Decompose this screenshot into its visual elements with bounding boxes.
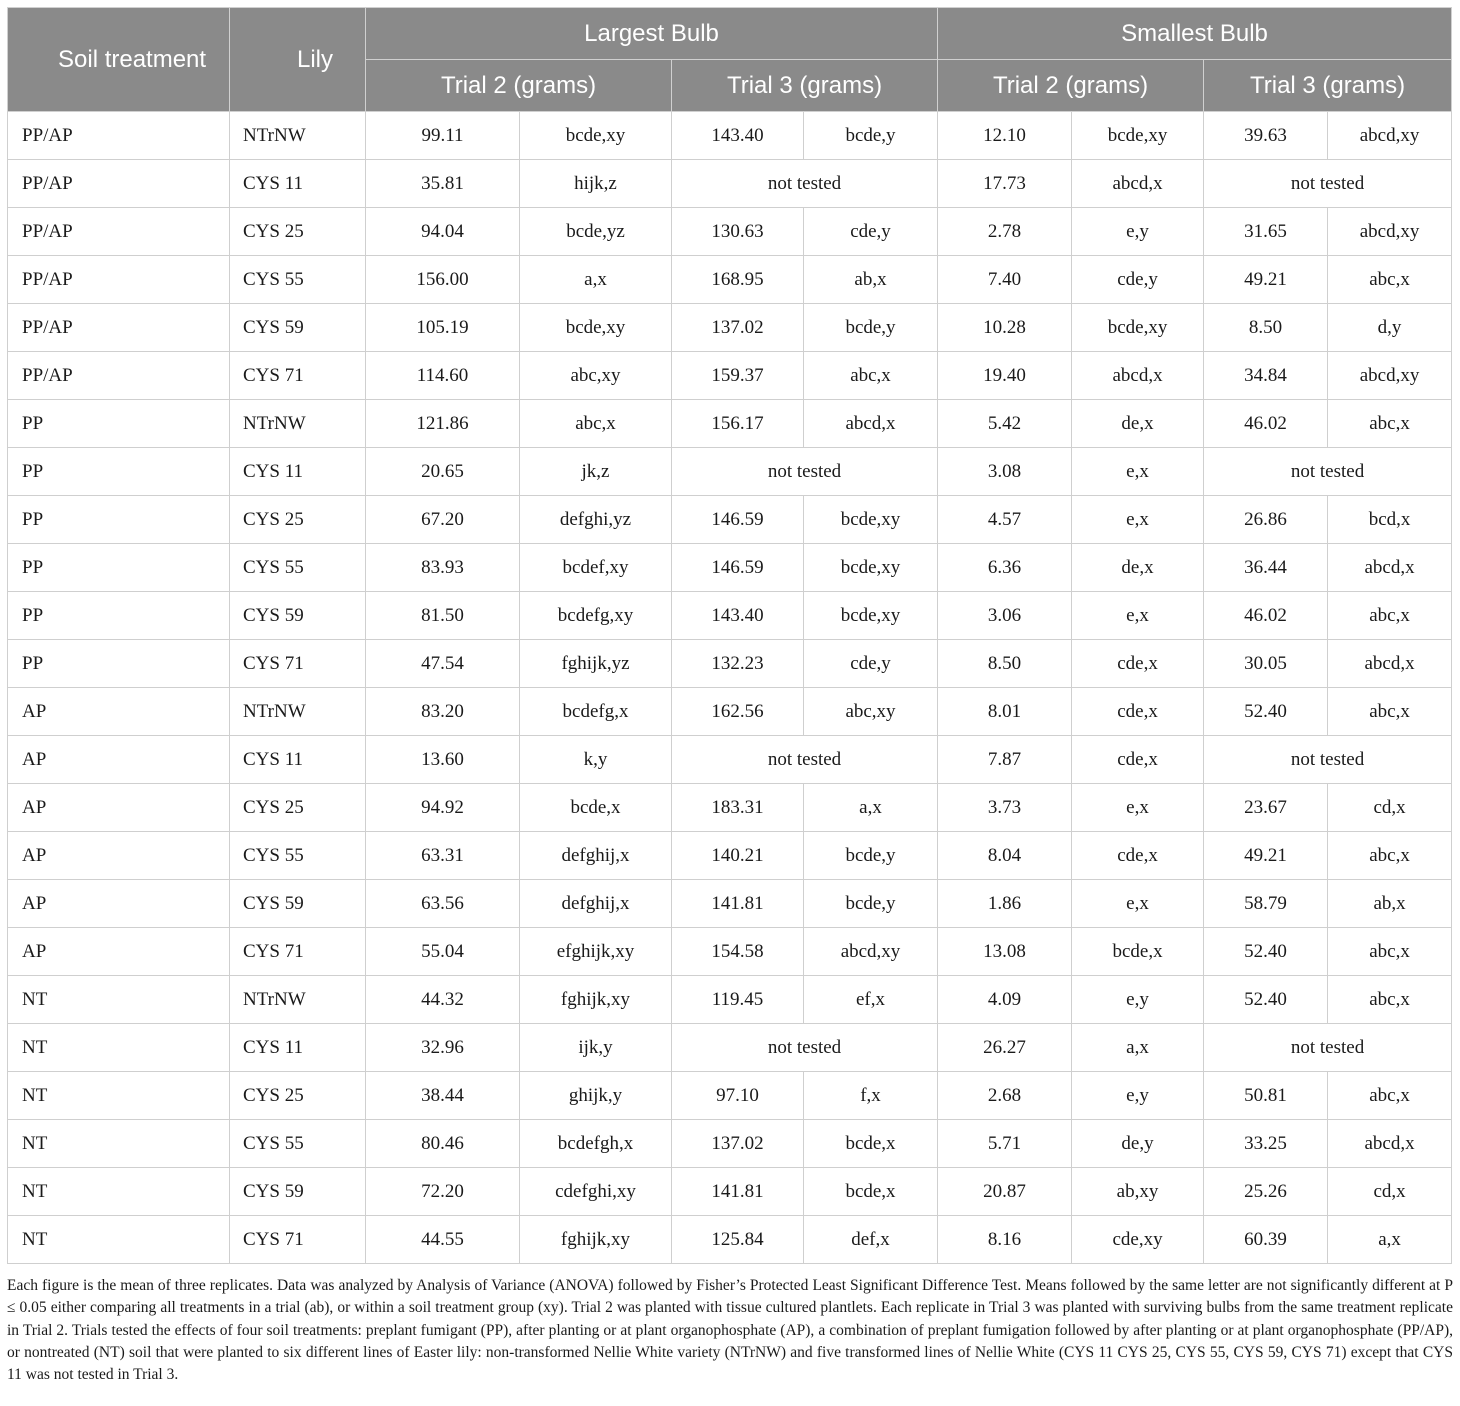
- smallest-trial2-significance: de,x: [1072, 400, 1204, 448]
- largest-trial3-not-tested: not tested: [672, 1024, 938, 1072]
- largest-trial3-significance: bcde,y: [804, 880, 938, 928]
- table-footnote: Each figure is the mean of three replicates. Data was analyzed by Analysis of Variance (ANOVA) followed by Fisher’s Protected Least Significant Difference Test. Means followed by the same letter are not significantly different at P ≤ 0.05 either comparing all treatments in a trial (ab), or within a soil treatment group (xy). Trial 2 was planted with tissue cultured plantlets. Each replicate in Trial 3 was planted with surviving bulbs from the same treatment replicate in Trial 2. Trials tested the effects of four soil treatments: preplant fumigant (PP), after planting or at plant organophosphate (AP), a combination of preplant fumigation followed by after planting or at plant organophosphate (PP/AP), or nontreated (NT) soil that were planted to six different lines of Easter lily: non-transformed Nellie White variety (NTrNW) and five transformed lines of Nellie White (CYS 11 CYS 25, CYS 55, CYS 59, CYS 71) except that CYS 11 was not tested in Trial 3.: [7, 1277, 1453, 1384]
- lily-cell: NTrNW: [230, 112, 366, 160]
- largest-trial2-mean: 156.00: [366, 256, 520, 304]
- lily-cell: CYS 59: [230, 1168, 366, 1216]
- lily-cell: CYS 71: [230, 352, 366, 400]
- table-row: [8, 112, 1452, 160]
- soil-treatment-cell: PP/AP: [8, 352, 230, 400]
- table-row: [8, 400, 1452, 448]
- smallest-trial2-significance: e,x: [1072, 448, 1204, 496]
- largest-trial2-significance: hijk,z: [520, 160, 672, 208]
- largest-trial3-mean: 168.95: [672, 256, 804, 304]
- largest-trial3-significance: cde,y: [804, 208, 938, 256]
- smallest-trial3-mean: 23.67: [1204, 784, 1328, 832]
- largest-trial2-mean: 13.60: [366, 736, 520, 784]
- largest-trial2-significance: fghijk,xy: [520, 976, 672, 1024]
- soil-treatment-cell: NT: [8, 1024, 230, 1072]
- largest-trial2-mean: 63.56: [366, 880, 520, 928]
- smallest-trial2-mean: 4.57: [938, 496, 1072, 544]
- largest-trial2-mean: 94.92: [366, 784, 520, 832]
- largest-trial2-significance: defghij,x: [520, 832, 672, 880]
- smallest-trial2-mean: 4.09: [938, 976, 1072, 1024]
- largest-trial3-significance: cde,y: [804, 640, 938, 688]
- largest-trial3-significance: abc,xy: [804, 688, 938, 736]
- smallest-trial3-mean: 46.02: [1204, 592, 1328, 640]
- largest-trial3-mean: 130.63: [672, 208, 804, 256]
- largest-trial3-significance: abc,x: [804, 352, 938, 400]
- largest-trial3-significance: a,x: [804, 784, 938, 832]
- lily-cell: CYS 11: [230, 160, 366, 208]
- table-row: [8, 208, 1452, 256]
- lily-cell: CYS 59: [230, 880, 366, 928]
- smallest-trial2-mean: 12.10: [938, 112, 1072, 160]
- smallest-trial2-mean: 6.36: [938, 544, 1072, 592]
- lily-cell: CYS 55: [230, 1120, 366, 1168]
- largest-trial3-mean: 141.81: [672, 880, 804, 928]
- smallest-trial3-mean: 36.44: [1204, 544, 1328, 592]
- table-row: [8, 448, 1452, 496]
- largest-trial3-mean: 154.58: [672, 928, 804, 976]
- table-row: [8, 1120, 1452, 1168]
- smallest-trial2-mean: 8.50: [938, 640, 1072, 688]
- smallest-trial2-mean: 8.01: [938, 688, 1072, 736]
- largest-trial2-mean: 105.19: [366, 304, 520, 352]
- lily-cell: CYS 11: [230, 1024, 366, 1072]
- lily-cell: CYS 25: [230, 496, 366, 544]
- largest-trial2-significance: k,y: [520, 736, 672, 784]
- table-row: [8, 976, 1452, 1024]
- smallest-trial3-mean: 33.25: [1204, 1120, 1328, 1168]
- largest-trial2-mean: 32.96: [366, 1024, 520, 1072]
- largest-trial3-mean: 143.40: [672, 112, 804, 160]
- largest-trial2-mean: 44.32: [366, 976, 520, 1024]
- largest-trial3-mean: 119.45: [672, 976, 804, 1024]
- smallest-trial2-significance: bcde,xy: [1072, 304, 1204, 352]
- smallest-trial3-mean: 50.81: [1204, 1072, 1328, 1120]
- smallest-trial3-significance: abc,x: [1328, 400, 1452, 448]
- lily-cell: CYS 25: [230, 1072, 366, 1120]
- smallest-trial3-significance: abc,x: [1328, 688, 1452, 736]
- smallest-trial2-mean: 2.68: [938, 1072, 1072, 1120]
- largest-trial3-significance: ef,x: [804, 976, 938, 1024]
- largest-trial2-significance: abc,x: [520, 400, 672, 448]
- largest-trial3-not-tested: not tested: [672, 448, 938, 496]
- lily-cell: CYS 71: [230, 928, 366, 976]
- smallest-trial2-significance: e,x: [1072, 496, 1204, 544]
- largest-trial2-mean: 80.46: [366, 1120, 520, 1168]
- table-row: [8, 592, 1452, 640]
- largest-trial2-mean: 44.55: [366, 1216, 520, 1264]
- largest-trial2-significance: defghi,yz: [520, 496, 672, 544]
- largest-trial3-mean: 97.10: [672, 1072, 804, 1120]
- soil-treatment-cell: PP: [8, 544, 230, 592]
- largest-trial2-significance: jk,z: [520, 448, 672, 496]
- largest-trial3-significance: abcd,xy: [804, 928, 938, 976]
- largest-trial2-significance: a,x: [520, 256, 672, 304]
- smallest-trial3-mean: 30.05: [1204, 640, 1328, 688]
- table-row: [8, 736, 1452, 784]
- smallest-trial2-significance: cde,xy: [1072, 1216, 1204, 1264]
- soil-treatment-cell: AP: [8, 832, 230, 880]
- largest-trial3-significance: bcde,xy: [804, 592, 938, 640]
- largest-trial3-mean: 183.31: [672, 784, 804, 832]
- smallest-trial3-mean: 52.40: [1204, 928, 1328, 976]
- smallest-trial2-mean: 3.73: [938, 784, 1072, 832]
- header-largest-trial3: Trial 3 (grams): [672, 60, 938, 112]
- smallest-trial3-mean: 34.84: [1204, 352, 1328, 400]
- soil-treatment-cell: PP: [8, 640, 230, 688]
- largest-trial3-significance: bcde,x: [804, 1120, 938, 1168]
- smallest-trial3-mean: 52.40: [1204, 976, 1328, 1024]
- largest-trial3-mean: 156.17: [672, 400, 804, 448]
- smallest-trial2-mean: 7.87: [938, 736, 1072, 784]
- largest-trial3-mean: 146.59: [672, 544, 804, 592]
- smallest-trial3-significance: abc,x: [1328, 928, 1452, 976]
- largest-trial2-mean: 121.86: [366, 400, 520, 448]
- largest-trial3-not-tested: not tested: [672, 736, 938, 784]
- smallest-trial3-significance: abcd,xy: [1328, 112, 1452, 160]
- soil-treatment-cell: PP/AP: [8, 160, 230, 208]
- smallest-trial3-significance: abc,x: [1328, 256, 1452, 304]
- largest-trial3-mean: 143.40: [672, 592, 804, 640]
- soil-treatment-cell: NT: [8, 1120, 230, 1168]
- smallest-trial2-significance: e,x: [1072, 880, 1204, 928]
- table-row: [8, 304, 1452, 352]
- largest-trial3-mean: 141.81: [672, 1168, 804, 1216]
- largest-trial3-significance: bcde,xy: [804, 496, 938, 544]
- smallest-trial2-significance: de,x: [1072, 544, 1204, 592]
- table-row: [8, 880, 1452, 928]
- smallest-trial2-mean: 1.86: [938, 880, 1072, 928]
- smallest-trial3-significance: abc,x: [1328, 592, 1452, 640]
- lily-cell: NTrNW: [230, 400, 366, 448]
- smallest-trial2-significance: e,y: [1072, 208, 1204, 256]
- table-row: [8, 544, 1452, 592]
- smallest-trial2-significance: cde,x: [1072, 688, 1204, 736]
- smallest-trial3-mean: 60.39: [1204, 1216, 1328, 1264]
- smallest-trial3-significance: abcd,x: [1328, 544, 1452, 592]
- table-row: [8, 352, 1452, 400]
- soil-treatment-cell: PP: [8, 400, 230, 448]
- header-smallest-bulb: Smallest Bulb: [938, 8, 1452, 60]
- smallest-trial2-significance: e,x: [1072, 784, 1204, 832]
- soil-treatment-cell: PP: [8, 496, 230, 544]
- header-smallest-trial3: Trial 3 (grams): [1204, 60, 1452, 112]
- smallest-trial3-significance: abcd,x: [1328, 1120, 1452, 1168]
- smallest-trial3-significance: a,x: [1328, 1216, 1452, 1264]
- smallest-trial2-mean: 7.40: [938, 256, 1072, 304]
- smallest-trial3-not-tested: not tested: [1204, 1024, 1452, 1072]
- header-largest-trial2: Trial 2 (grams): [366, 60, 672, 112]
- lily-cell: CYS 71: [230, 1216, 366, 1264]
- largest-trial3-mean: 140.21: [672, 832, 804, 880]
- lily-cell: CYS 59: [230, 592, 366, 640]
- smallest-trial3-significance: d,y: [1328, 304, 1452, 352]
- largest-trial3-significance: bcde,y: [804, 112, 938, 160]
- largest-trial3-mean: 137.02: [672, 304, 804, 352]
- soil-treatment-cell: AP: [8, 688, 230, 736]
- largest-trial3-significance: bcde,x: [804, 1168, 938, 1216]
- smallest-trial3-significance: abcd,x: [1328, 640, 1452, 688]
- smallest-trial3-mean: 8.50: [1204, 304, 1328, 352]
- smallest-trial2-significance: abcd,x: [1072, 160, 1204, 208]
- smallest-trial3-significance: bcd,x: [1328, 496, 1452, 544]
- lily-cell: CYS 55: [230, 256, 366, 304]
- largest-trial2-significance: fghijk,xy: [520, 1216, 672, 1264]
- header-smallest-trial2: Trial 2 (grams): [938, 60, 1204, 112]
- smallest-trial2-mean: 13.08: [938, 928, 1072, 976]
- header-largest-bulb: Largest Bulb: [366, 8, 938, 60]
- lily-cell: CYS 11: [230, 448, 366, 496]
- smallest-trial2-significance: bcde,x: [1072, 928, 1204, 976]
- soil-treatment-cell: NT: [8, 1168, 230, 1216]
- largest-trial2-mean: 35.81: [366, 160, 520, 208]
- smallest-trial2-mean: 19.40: [938, 352, 1072, 400]
- table-row: [8, 1216, 1452, 1264]
- bulb-weight-table: [7, 7, 1452, 1264]
- smallest-trial3-mean: 46.02: [1204, 400, 1328, 448]
- smallest-trial3-not-tested: not tested: [1204, 448, 1452, 496]
- smallest-trial2-mean: 2.78: [938, 208, 1072, 256]
- largest-trial2-significance: bcde,xy: [520, 304, 672, 352]
- largest-trial2-significance: ijk,y: [520, 1024, 672, 1072]
- lily-cell: CYS 71: [230, 640, 366, 688]
- largest-trial3-significance: def,x: [804, 1216, 938, 1264]
- smallest-trial2-mean: 26.27: [938, 1024, 1072, 1072]
- smallest-trial2-significance: de,y: [1072, 1120, 1204, 1168]
- table-row: [8, 256, 1452, 304]
- lily-cell: CYS 55: [230, 832, 366, 880]
- largest-trial2-mean: 114.60: [366, 352, 520, 400]
- soil-treatment-cell: PP/AP: [8, 208, 230, 256]
- smallest-trial3-mean: 39.63: [1204, 112, 1328, 160]
- smallest-trial2-mean: 3.06: [938, 592, 1072, 640]
- smallest-trial2-mean: 10.28: [938, 304, 1072, 352]
- largest-trial3-significance: bcde,xy: [804, 544, 938, 592]
- table-row: [8, 688, 1452, 736]
- table-row: [8, 160, 1452, 208]
- table-row: [8, 1072, 1452, 1120]
- largest-trial2-mean: 63.31: [366, 832, 520, 880]
- largest-trial2-significance: efghijk,xy: [520, 928, 672, 976]
- table-row: [8, 784, 1452, 832]
- smallest-trial2-significance: cde,y: [1072, 256, 1204, 304]
- table-row: [8, 832, 1452, 880]
- smallest-trial3-not-tested: not tested: [1204, 160, 1452, 208]
- soil-treatment-cell: NT: [8, 1072, 230, 1120]
- table-row: [8, 1168, 1452, 1216]
- soil-treatment-cell: AP: [8, 880, 230, 928]
- smallest-trial2-mean: 17.73: [938, 160, 1072, 208]
- smallest-trial2-significance: e,x: [1072, 592, 1204, 640]
- largest-trial3-significance: bcde,y: [804, 304, 938, 352]
- largest-trial2-significance: abc,xy: [520, 352, 672, 400]
- smallest-trial3-mean: 25.26: [1204, 1168, 1328, 1216]
- smallest-trial3-mean: 58.79: [1204, 880, 1328, 928]
- smallest-trial2-mean: 3.08: [938, 448, 1072, 496]
- smallest-trial3-mean: 49.21: [1204, 256, 1328, 304]
- table-row: [8, 928, 1452, 976]
- largest-trial2-significance: bcdefg,xy: [520, 592, 672, 640]
- smallest-trial3-significance: cd,x: [1328, 784, 1452, 832]
- lily-cell: CYS 11: [230, 736, 366, 784]
- soil-treatment-cell: AP: [8, 736, 230, 784]
- largest-trial2-significance: bcdefgh,x: [520, 1120, 672, 1168]
- largest-trial3-mean: 125.84: [672, 1216, 804, 1264]
- largest-trial2-significance: fghijk,yz: [520, 640, 672, 688]
- smallest-trial2-significance: a,x: [1072, 1024, 1204, 1072]
- soil-treatment-cell: NT: [8, 976, 230, 1024]
- smallest-trial2-significance: cde,x: [1072, 832, 1204, 880]
- smallest-trial3-mean: 31.65: [1204, 208, 1328, 256]
- largest-trial2-significance: bcde,x: [520, 784, 672, 832]
- header-lily: Lily: [230, 8, 366, 112]
- soil-treatment-cell: AP: [8, 784, 230, 832]
- smallest-trial2-significance: abcd,x: [1072, 352, 1204, 400]
- largest-trial2-mean: 47.54: [366, 640, 520, 688]
- smallest-trial3-not-tested: not tested: [1204, 736, 1452, 784]
- largest-trial2-mean: 67.20: [366, 496, 520, 544]
- smallest-trial2-mean: 20.87: [938, 1168, 1072, 1216]
- largest-trial2-mean: 72.20: [366, 1168, 520, 1216]
- smallest-trial3-significance: cd,x: [1328, 1168, 1452, 1216]
- smallest-trial3-significance: abcd,xy: [1328, 208, 1452, 256]
- largest-trial2-significance: cdefghi,xy: [520, 1168, 672, 1216]
- lily-cell: CYS 25: [230, 784, 366, 832]
- largest-trial2-significance: bcdefg,x: [520, 688, 672, 736]
- lily-cell: CYS 55: [230, 544, 366, 592]
- largest-trial3-mean: 162.56: [672, 688, 804, 736]
- soil-treatment-cell: PP: [8, 448, 230, 496]
- largest-trial2-mean: 55.04: [366, 928, 520, 976]
- largest-trial2-significance: bcde,yz: [520, 208, 672, 256]
- largest-trial3-mean: 137.02: [672, 1120, 804, 1168]
- smallest-trial3-mean: 52.40: [1204, 688, 1328, 736]
- smallest-trial3-significance: abc,x: [1328, 832, 1452, 880]
- table-row: [8, 640, 1452, 688]
- smallest-trial3-significance: abcd,xy: [1328, 352, 1452, 400]
- smallest-trial2-significance: e,y: [1072, 1072, 1204, 1120]
- table-row: [8, 496, 1452, 544]
- largest-trial3-significance: bcde,y: [804, 832, 938, 880]
- lily-cell: NTrNW: [230, 976, 366, 1024]
- table-body: [8, 112, 1452, 1264]
- largest-trial3-mean: 146.59: [672, 496, 804, 544]
- largest-trial3-significance: f,x: [804, 1072, 938, 1120]
- largest-trial3-significance: abcd,x: [804, 400, 938, 448]
- header-soil-treatment: Soil treatment: [8, 8, 230, 112]
- largest-trial2-mean: 83.20: [366, 688, 520, 736]
- soil-treatment-cell: PP: [8, 592, 230, 640]
- lily-cell: NTrNW: [230, 688, 366, 736]
- soil-treatment-cell: NT: [8, 1216, 230, 1264]
- smallest-trial2-significance: e,y: [1072, 976, 1204, 1024]
- soil-treatment-cell: PP/AP: [8, 112, 230, 160]
- smallest-trial2-mean: 8.16: [938, 1216, 1072, 1264]
- smallest-trial2-mean: 8.04: [938, 832, 1072, 880]
- largest-trial2-mean: 83.93: [366, 544, 520, 592]
- smallest-trial2-significance: ab,xy: [1072, 1168, 1204, 1216]
- largest-trial2-mean: 81.50: [366, 592, 520, 640]
- largest-trial3-not-tested: not tested: [672, 160, 938, 208]
- largest-trial2-significance: defghij,x: [520, 880, 672, 928]
- smallest-trial3-significance: abc,x: [1328, 1072, 1452, 1120]
- largest-trial2-significance: ghijk,y: [520, 1072, 672, 1120]
- lily-cell: CYS 59: [230, 304, 366, 352]
- largest-trial2-significance: bcdef,xy: [520, 544, 672, 592]
- smallest-trial2-mean: 5.71: [938, 1120, 1072, 1168]
- smallest-trial3-significance: ab,x: [1328, 880, 1452, 928]
- soil-treatment-cell: PP/AP: [8, 304, 230, 352]
- soil-treatment-cell: AP: [8, 928, 230, 976]
- largest-trial2-mean: 20.65: [366, 448, 520, 496]
- largest-trial3-mean: 159.37: [672, 352, 804, 400]
- smallest-trial2-significance: cde,x: [1072, 736, 1204, 784]
- soil-treatment-cell: PP/AP: [8, 256, 230, 304]
- largest-trial2-significance: bcde,xy: [520, 112, 672, 160]
- lily-cell: CYS 25: [230, 208, 366, 256]
- smallest-trial3-significance: abc,x: [1328, 976, 1452, 1024]
- smallest-trial3-mean: 49.21: [1204, 832, 1328, 880]
- largest-trial3-mean: 132.23: [672, 640, 804, 688]
- smallest-trial3-mean: 26.86: [1204, 496, 1328, 544]
- smallest-trial2-significance: bcde,xy: [1072, 112, 1204, 160]
- largest-trial2-mean: 99.11: [366, 112, 520, 160]
- largest-trial2-mean: 94.04: [366, 208, 520, 256]
- largest-trial3-significance: ab,x: [804, 256, 938, 304]
- table-row: [8, 1024, 1452, 1072]
- smallest-trial2-mean: 5.42: [938, 400, 1072, 448]
- smallest-trial2-significance: cde,x: [1072, 640, 1204, 688]
- largest-trial2-mean: 38.44: [366, 1072, 520, 1120]
